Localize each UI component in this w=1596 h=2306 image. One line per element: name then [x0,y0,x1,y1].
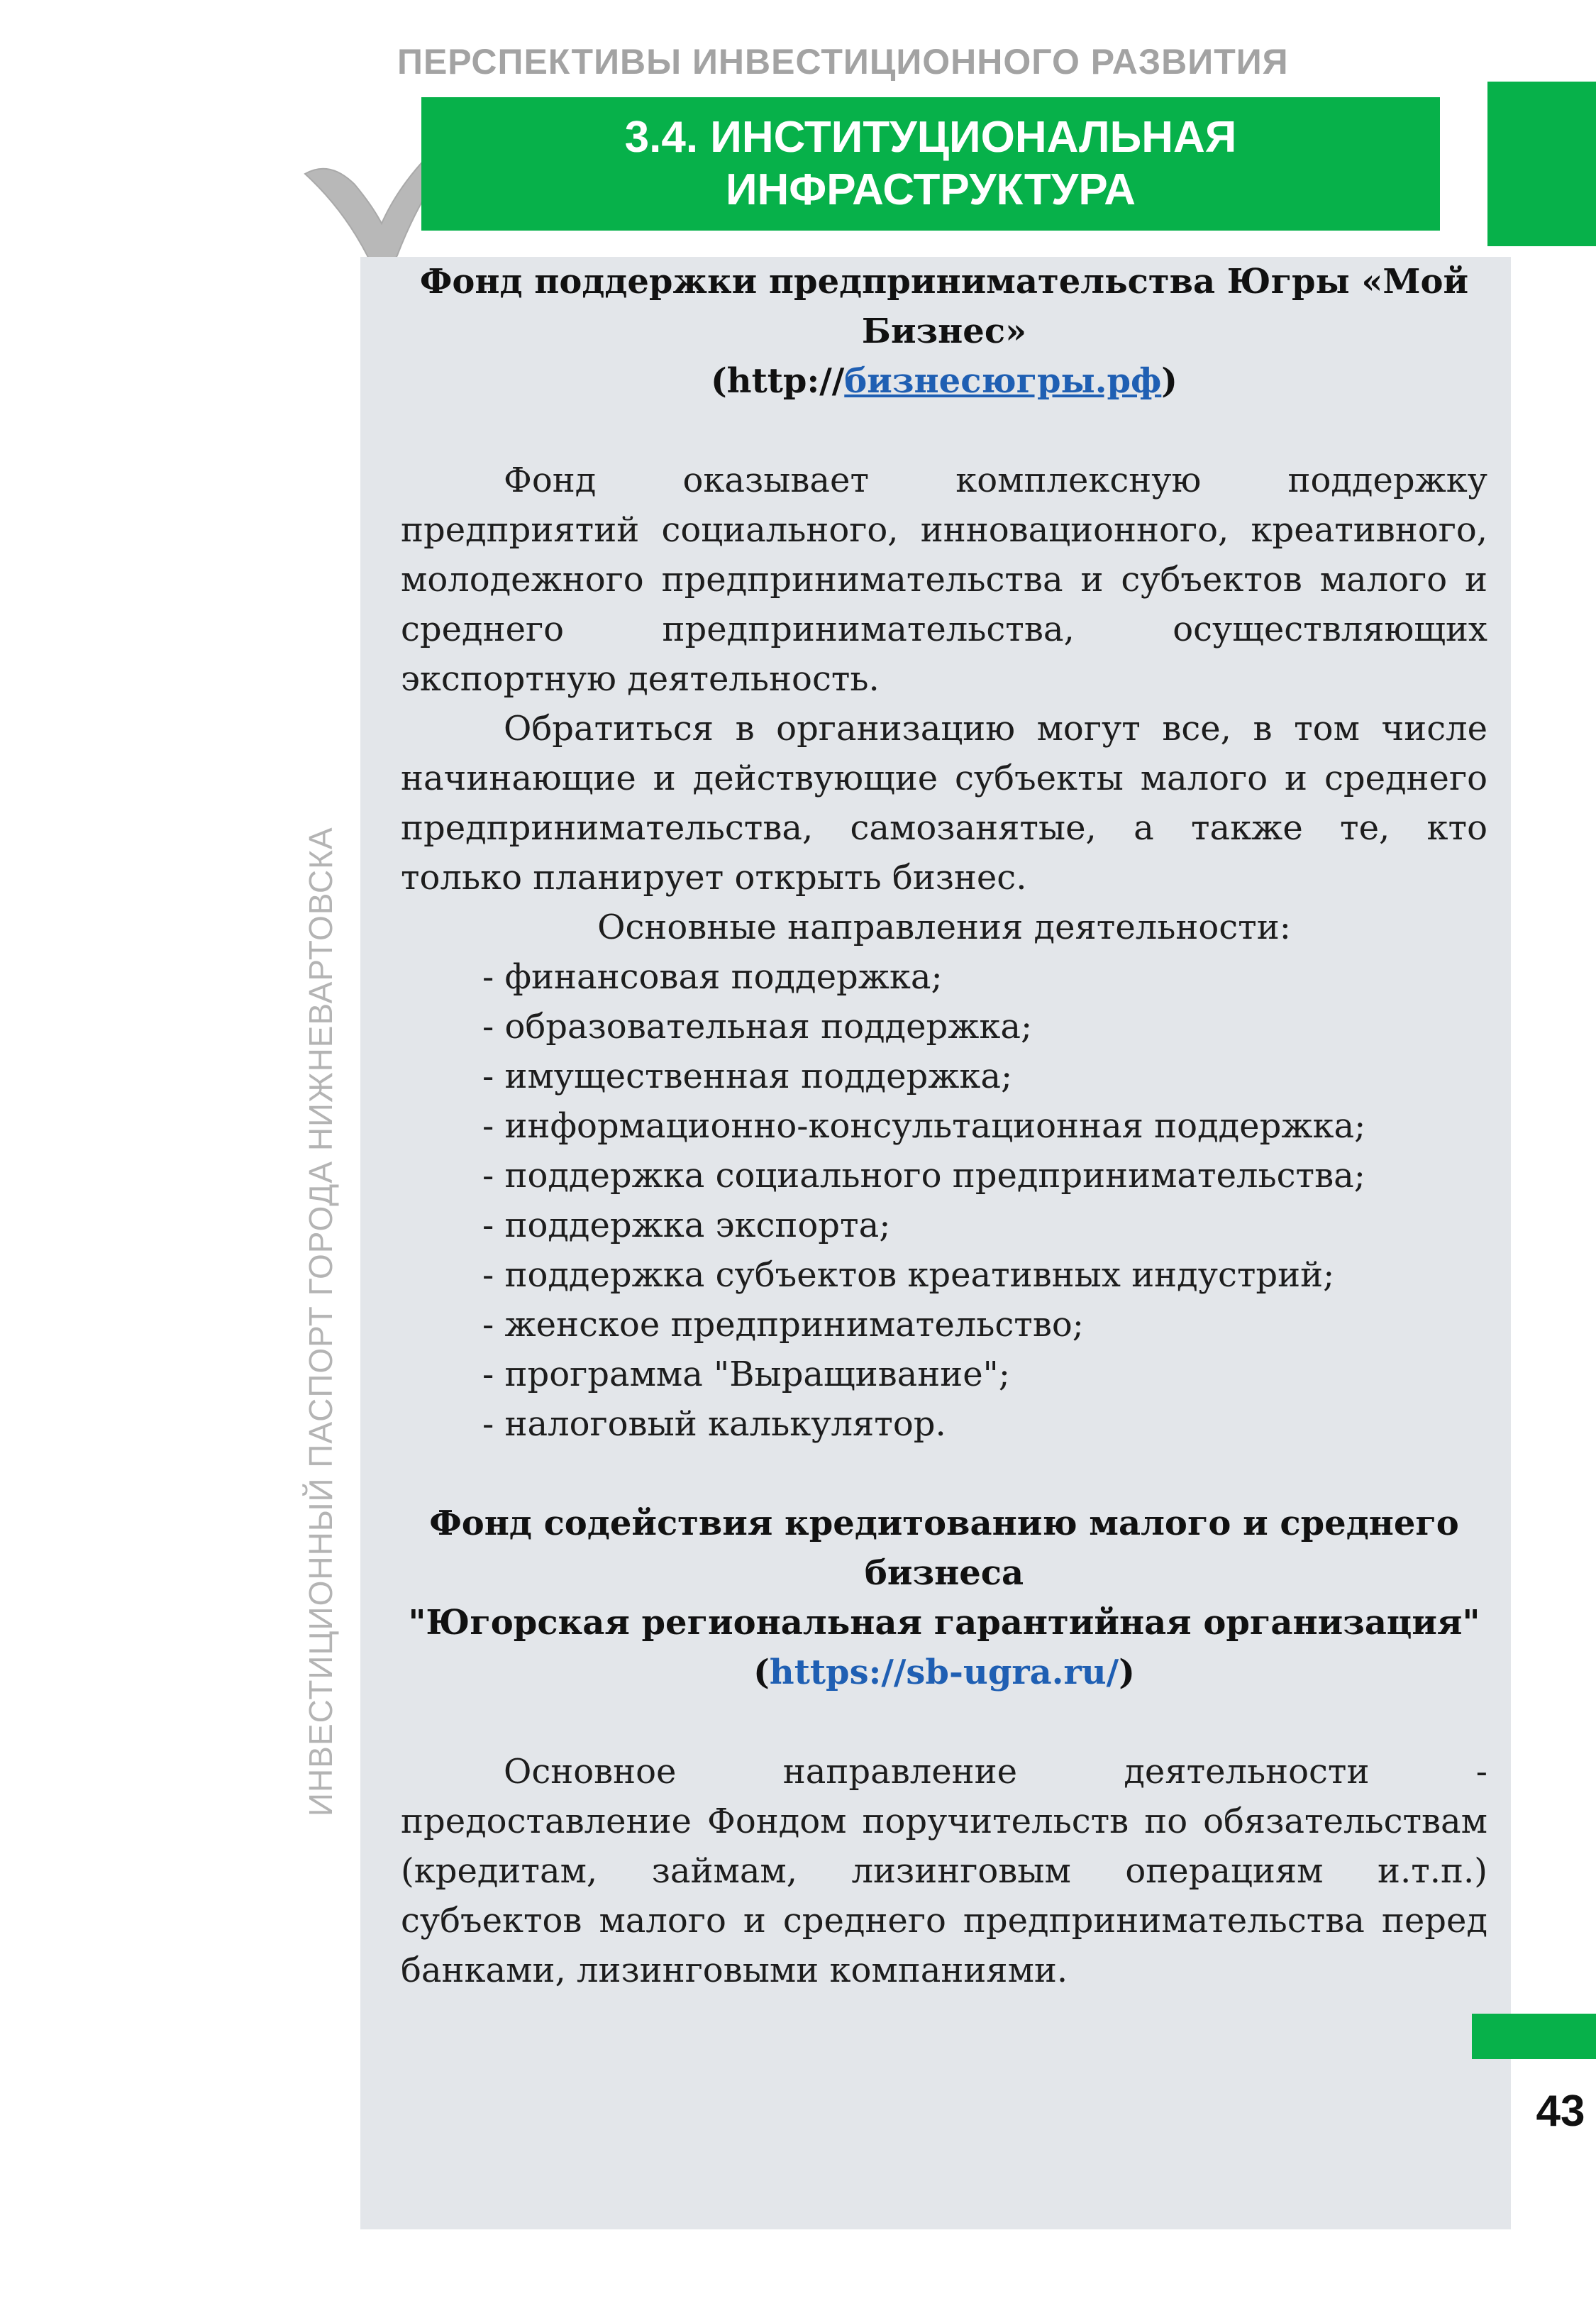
list-item: - налоговый калькулятор. [482,1404,946,1444]
fund2-heading [401,1499,1487,1697]
vertical-passport-label: ИНВЕСТИЦИОННЫЙ ПАСПОРТ ГОРОДА НИЖНЕВАРТОВСКА [302,827,339,1816]
fund1-paragraph1: Фонд оказывает комплексную поддержку предприятий социального, инновационного, креативного, молодежного предпринимательства и субъектов малого и среднего предпринимательства, осуществляющих экспортную деятельность. [401,460,1487,699]
fund1-url-link[interactable]: бизнесюгры.рф [844,361,1162,401]
list-item: - имущественная поддержка; [482,1057,1013,1096]
fund2-title-line1: Фонд содействия кредитованию малого и среднего [429,1504,1459,1543]
fund2-url-open: ( [753,1653,770,1692]
fund1-url-line [401,356,1487,406]
list-item: - информационно-консультационная поддержка; [482,1106,1366,1146]
list-item: - поддержка субъектов креативных индустрий; [482,1255,1335,1295]
fund2-url-line [401,1648,1487,1697]
list-item: - финансовая поддержка; [482,957,943,997]
section-title-line1: 3.4. ИНСТИТУЦИОНАЛЬНАЯ [624,113,1237,162]
side-accent-bottom [1472,2014,1596,2059]
page-number: 43 [1536,2087,1585,2136]
fund2-url-close: ) [1119,1653,1135,1692]
fund2-title-line2: бизнеса [864,1553,1024,1593]
fund2-url-link[interactable]: https://sb-ugra.ru/ [769,1653,1119,1692]
list-item: - поддержка социального предпринимательства; [482,1156,1365,1196]
fund1-paragraph2: Обратиться в организацию могут все, в том числе начинающие и действующие субъекты малого и среднего предпринимательства, самозанятые, а также те, кто только планирует открыть бизнес. [401,709,1487,898]
fund1-directions-heading: Основные направления деятельности: [597,907,1291,947]
fund1-url-prefix: (http:// [710,361,845,401]
section-header: ПЕРСПЕКТИВЫ ИНВЕСТИЦИОННОГО РАЗВИТИЯ [397,42,1289,82]
section-title-bar [421,97,1440,231]
section-title-line2: ИНФРАСТРУКТУРА [725,165,1136,214]
list-item: - образовательная поддержка; [482,1007,1033,1047]
fund1-title-line1: Фонд поддержки предпринимательства Югры «Мой [419,262,1469,302]
fund2-paragraph1: Основное направление деятельности - предоставление Фондом поручительств по обязательствам (кредитам, займам, лизинговым операциям и.т.п.) субъектов малого и среднего предпринимательства перед банками, лизинговыми компаниями. [401,1752,1487,1990]
content-body [401,257,1487,1995]
fund1-heading [401,257,1487,406]
fund2-title-line3: "Югорская региональная гарантийная организация" [408,1603,1480,1643]
fund1-title-line2: Бизнес» [861,311,1027,351]
list-item: - женское предпринимательство; [482,1305,1084,1345]
list-item: - поддержка экспорта; [482,1206,891,1245]
fund1-url-suffix: ) [1161,361,1178,401]
fund1-directions-list [401,952,1487,1449]
list-item: - программа "Выращивание"; [482,1355,1010,1394]
side-accent-top [1487,82,1596,246]
